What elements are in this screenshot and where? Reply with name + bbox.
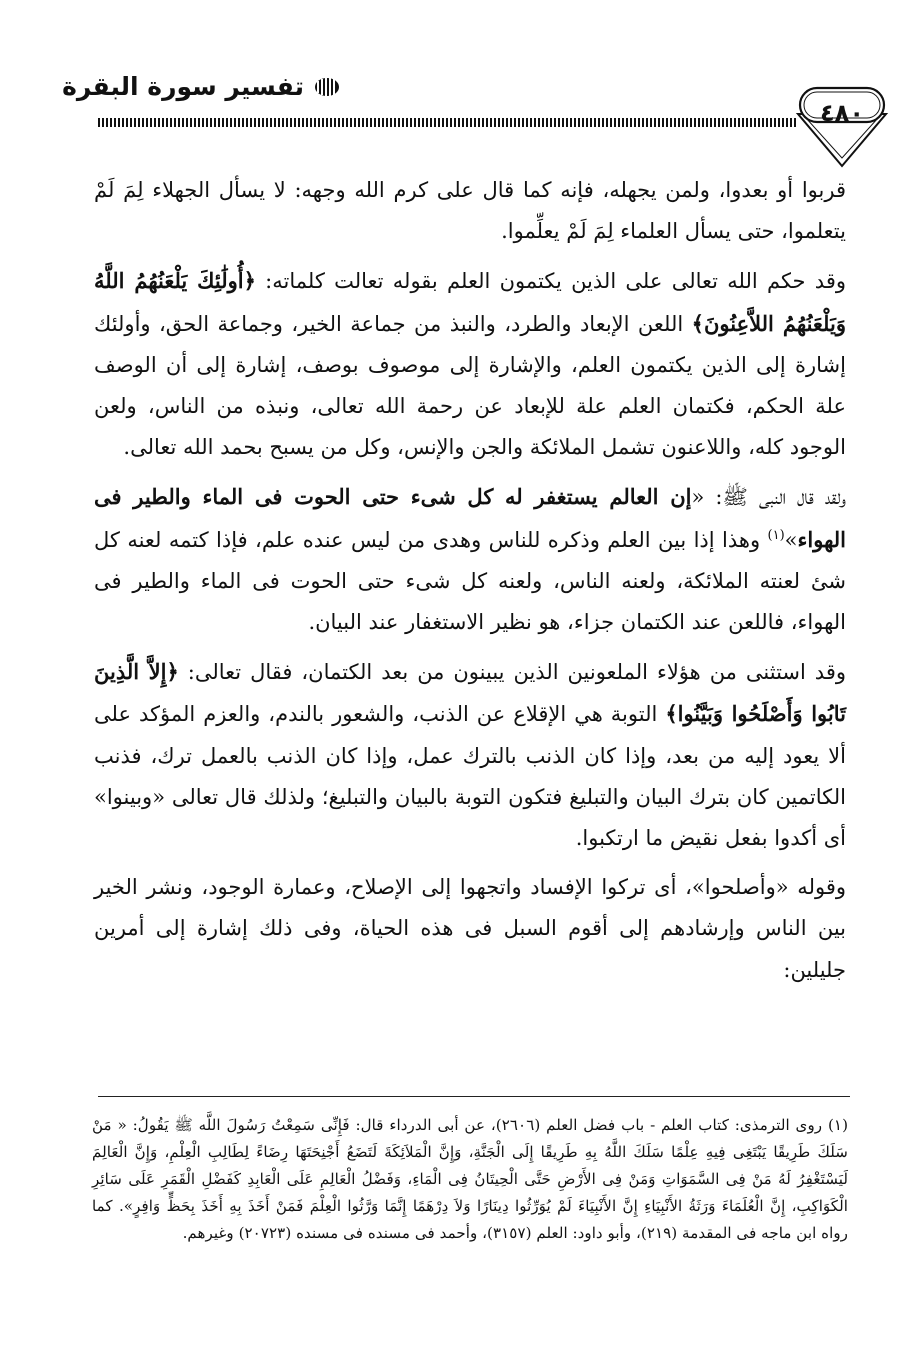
ornament-icon: [314, 76, 340, 98]
paragraph-2: وقد حكم الله تعالى على الذين يكتمون العلم بقوله تعالت كلماته: ﴿أُولَٰئِكَ يَلْعَنُهُمُ اللَّهُ وَيَلْعَنُهُمُ اللاَّعِنُونَ﴾ اللعن الإبعاد والطرد، والنبذ من جماعة الخير، وجماعة الحق، وأولئك إشارة إلى الذين يكتمون العلم، والإشارة إلى موصوف بوصف، إشارة إلى أن الوصف علة الحكم، فكتمان العلم علة للإبعاد عن رحمة الله تعالى، ونبذه من الناس، ولعن الوجود كله، واللاعنون تشمل الملائكة والجن والإنس، وكل من يسبح بحمد الله تعالى.: [94, 268, 846, 460]
page-number: ٤٨٠: [820, 99, 864, 127]
footnote-ref[interactable]: (١): [767, 527, 785, 543]
hadith-quote: إن العالم يستغفر له كل شىء حتى الحوت فى الماء والطير فى الهواء: [94, 484, 846, 552]
running-title: تفسير سورة البقرة: [62, 72, 304, 101]
paragraph-4: وقد استثنى من هؤلاء الملعونين الذين يبينون من بعد الكتمان، فقال تعالى: ﴿إِلاَّ الَّذِينَ تَابُوا وَأَصْلَحُوا وَبَيَّنُوا﴾ التوبة هي الإقلاع عن الذنب، والشعور بالندم، والعزم المؤكد على ألا يعود إليه من بعد، وإذا كان الذنب بالترك عمل، وإذا كان الذنب بالعمل ترك، فذنب الكاتمين كان بترك البيان والتبليغ فتكون التوبة بالبيان والتبليغ؛ ولذلك قال تعالى «وبينوا» أى أكدوا بفعل نقيض ما ارتكبوا.: [94, 659, 846, 851]
body-text: [94, 170, 846, 991]
footnote-rule: [98, 1096, 850, 1097]
page-number-badge: [792, 84, 892, 170]
quran-verse: ﴿أُولَٰئِكَ يَلْعَنُهُمُ اللَّهُ وَيَلْعَنُهُمُ اللاَّعِنُونَ﴾: [94, 268, 846, 336]
quran-verse: ﴿إِلاَّ الَّذِينَ تَابُوا وَأَصْلَحُوا وَبَيَّنُوا﴾: [94, 659, 846, 727]
header-rule: [98, 118, 798, 127]
paragraph-5: وقوله «وأصلحوا»، أى تركوا الإفساد واتجهوا إلى الإصلاح، وعمارة الوجود، ونشر الخير بين الناس وإرشادهم إلى أقوم السبل فى هذه الحياة، وفى ذلك إشارة إلى أمرين جليلين:: [94, 875, 847, 982]
page-number-frame: [792, 84, 892, 170]
paragraph-1: قربوا أو بعدوا، ولمن يجهله، فإنه كما قال على كرم الله وجهه: لا يسأل الجهلاء لِمَ لَمْ يتعلموا، حتى يسأل العلماء لِمَ لَمْ يعلِّموا.: [94, 178, 846, 244]
running-header: [62, 72, 340, 101]
footnote: (١) روى الترمذى: كتاب العلم - باب فضل العلم (٢٦٠٦)، عن أبى الدرداء قال: فَإِنِّى سَمِعْتُ رَسُولَ اللَّه ﷺ يَقُولُ: « مَنْ سَلَكَ طَرِيقًا يَبْتَغِى فِيهِ عِلْمًا سَلَكَ اللَّهُ بِهِ طَرِيقًا إِلَى الْجَنَّةِ، وَإِنَّ الْمَلاَئِكَةَ لَتَضَعُ أَجْنِحَتَهَا رِضَاءً لِطَالِبِ الْعِلْمِ، وَإِنَّ الْعَالِمَ لَيَسْتَغْفِرُ لَهُ مَنْ فِى السَّمَوَاتِ وَمَنْ فِى الأَرْضِ حَتَّى الْحِيتَانُ فِى الْمَاءِ، وَفَضْلُ الْعَالِمِ عَلَى الْعَابِدِ كَفَضْلِ الْقَمَرِ عَلَى سَائِرِ الْكَوَاكِبِ، إِنَّ الْعُلَمَاءَ وَرَثَةُ الأَنْبِيَاءِ إِنَّ الأَنْبِيَاءَ لَمْ يُوَرِّثُوا دِينَارًا وَلاَ دِرْهَمًا إِنَّمَا وَرَّثُوا الْعِلْمَ فَمَنْ أَخَذَ بِهِ أَخَذَ بِحَظٍّ وَافِرٍ». كما رواه ابن ماجه فى المقدمة (٢١٩)، وأبو داود: العلم (٣١٥٧)، وأحمد فى مسنده فى مسنده (٢٠٧٢٣) وغيرهم.: [92, 1116, 848, 1242]
paragraph-3: ولقد قال النبى ﷺ: «إن العالم يستغفر له كل شىء حتى الحوت فى الماء والطير فى الهواء»$^{(١)}$ وهذا إذا بين العلم وذكره للناس وهدى من ليس عنده علم، فإذا كتمه لعنه كل شئ لعنته الملائكة، ولعنه الناس، ولعنه كل شىء حتى الحوت فى الماء والطير فى الهواء، فاللعن عند الكتمان جزاء، هو نظير الاستغفار عند البيان.: [94, 484, 846, 635]
